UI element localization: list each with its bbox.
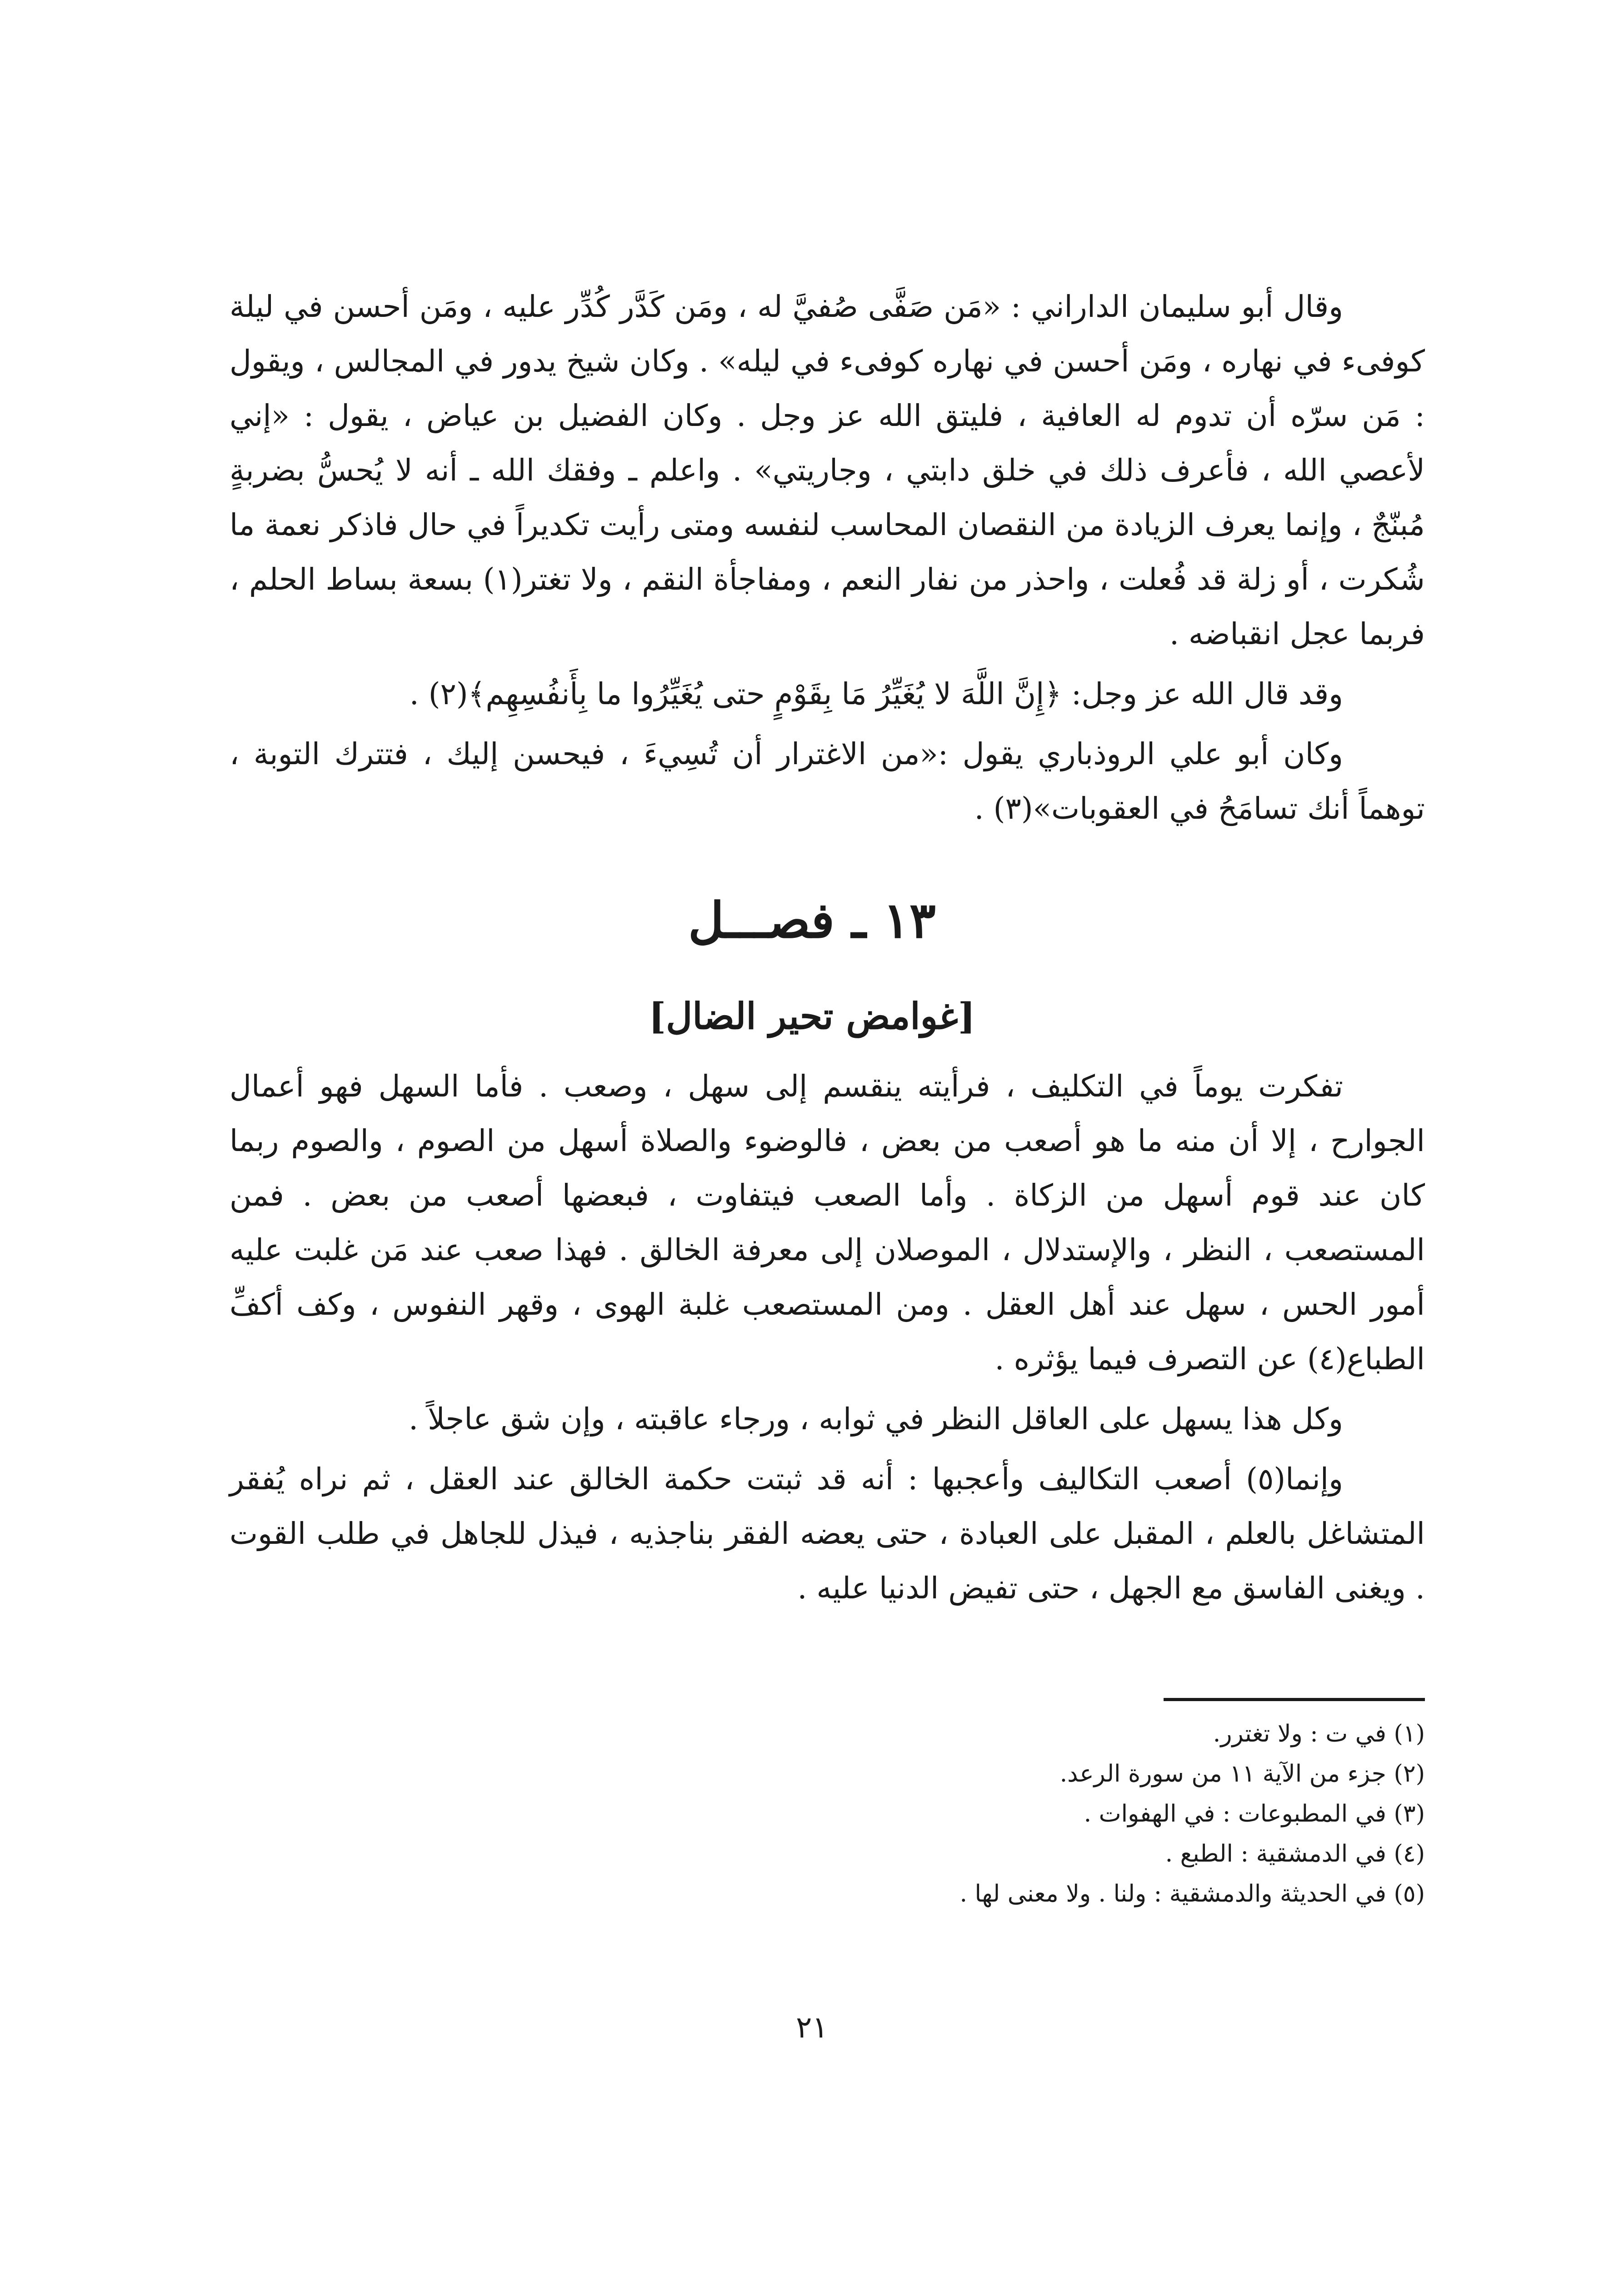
footnote-item: (١) في ت : ولا تغترر. bbox=[1213, 1720, 1425, 1747]
footnote-item: (٣) في المطبوعات : في الهفوات . bbox=[1084, 1800, 1425, 1827]
page-number: ٢١ bbox=[796, 2010, 828, 2045]
chapter-subtitle: [غوامض تحير الضال] bbox=[649, 995, 975, 1037]
paragraph-darani-quote: وقال أبو سليمان الداراني : «مَن صَفَّى صُفيَّ له ، ومَن كَدَّر كُدِّر عليه ، ومَن أحسن في ليلة كوفىء في نهاره ، ومَن أحسن في نهاره كوفىء في ليله» . وكان شيخ يدور في المجالس ، ويقول : مَن سرّه أن تدوم له العافية ، فليتق الله عز وجل . وكان الفضيل بن عياض ، يقول : «إني لأعصي الله ، فأعرف ذلك في خلق دابتي ، وجاريتي» . واعلم ـ وفقك الله ـ أنه لا يُحسُّ بضربةٍ مُبنّجٌ ، وإنما يعرف الزيادة من النقصان المحاسب لنفسه ومتى رأيت تكديراً في حال فاذكر نعمة ما شُكرت ، أو زلة قد فُعلت ، واحذر من نفار النعم ، ومفاجأة النقم ، ولا تغتر(١) بسعة بساط الحلم ، فربما عجل انقباضه . bbox=[230, 289, 1425, 651]
chapter-title: ١٣ ـ فصـــل bbox=[688, 892, 936, 949]
footnote-divider bbox=[1164, 1698, 1425, 1701]
footnotes-list bbox=[230, 1714, 1425, 1914]
footnote-item: (٥) في الحديثة والدمشقية : ولنا . ولا معنى لها . bbox=[959, 1880, 1425, 1908]
paragraph-taklif: تفكرت يوماً في التكليف ، فرأيته ينقسم إلى سهل ، وصعب . فأما السهل فهو أعمال الجوارح ، إلا أن منه ما هو أصعب من بعض ، فالوضوء والصلاة أسهل من الصوم ، والصوم ربما كان عند قوم أسهل من الزكاة . وأما الصعب فيتفاوت ، فبعضها أصعب من بعض . فمن المستصعب ، النظر ، والإستدلال ، الموصلان إلى معرفة الخالق . فهذا صعب عند مَن غلبت عليه أمور الحس ، سهل عند أهل العقل . ومن المستصعب غلبة الهوى ، وقهر النفوس ، وكف أكفِّ الطباع(٤) عن التصرف فيما يؤثره . bbox=[230, 1069, 1425, 1377]
paragraph-rudhbari-quote: وكان أبو علي الروذباري يقول :«من الاغترار أن تُسِيءَ ، فيحسن إليك ، فتترك التوبة ، توهماً أنك تسامَحُ في العقوبات»(٣) . bbox=[230, 736, 1425, 826]
footnote-item: (٤) في الدمشقية : الطبع . bbox=[1165, 1840, 1425, 1867]
chapter-body bbox=[230, 1059, 1425, 1621]
opening-text-block bbox=[230, 280, 1425, 841]
paragraph-quran-verse: وقد قال الله عز وجل: ﴿إِنَّ اللَّهَ لا يُغَيِّرُ مَا بِقَوْمٍ حتى يُغَيِّرُوا ما بِأَنفُسِهِم﴾(٢) . bbox=[409, 676, 1343, 711]
paragraph-hardest-duty: وإنما(٥) أصعب التكاليف وأعجبها : أنه قد ثبتت حكمة الخالق عند العقل ، ثم نراه يُفقر المتشاغل بالعلم ، المقبل على العبادة ، حتى يعضه الفقر بناجذيه ، فيذل للجاهل في طلب القوت . ويغنى الفاسق مع الجهل ، حتى تفيض الدنيا عليه . bbox=[230, 1462, 1425, 1606]
paragraph-reward: وكل هذا يسهل على العاقل النظر في ثوابه ، ورجاء عاقبته ، وإن شق عاجلاً . bbox=[409, 1402, 1343, 1437]
footnote-item: (٢) جزء من الآية ١١ من سورة الرعد. bbox=[1059, 1760, 1425, 1787]
